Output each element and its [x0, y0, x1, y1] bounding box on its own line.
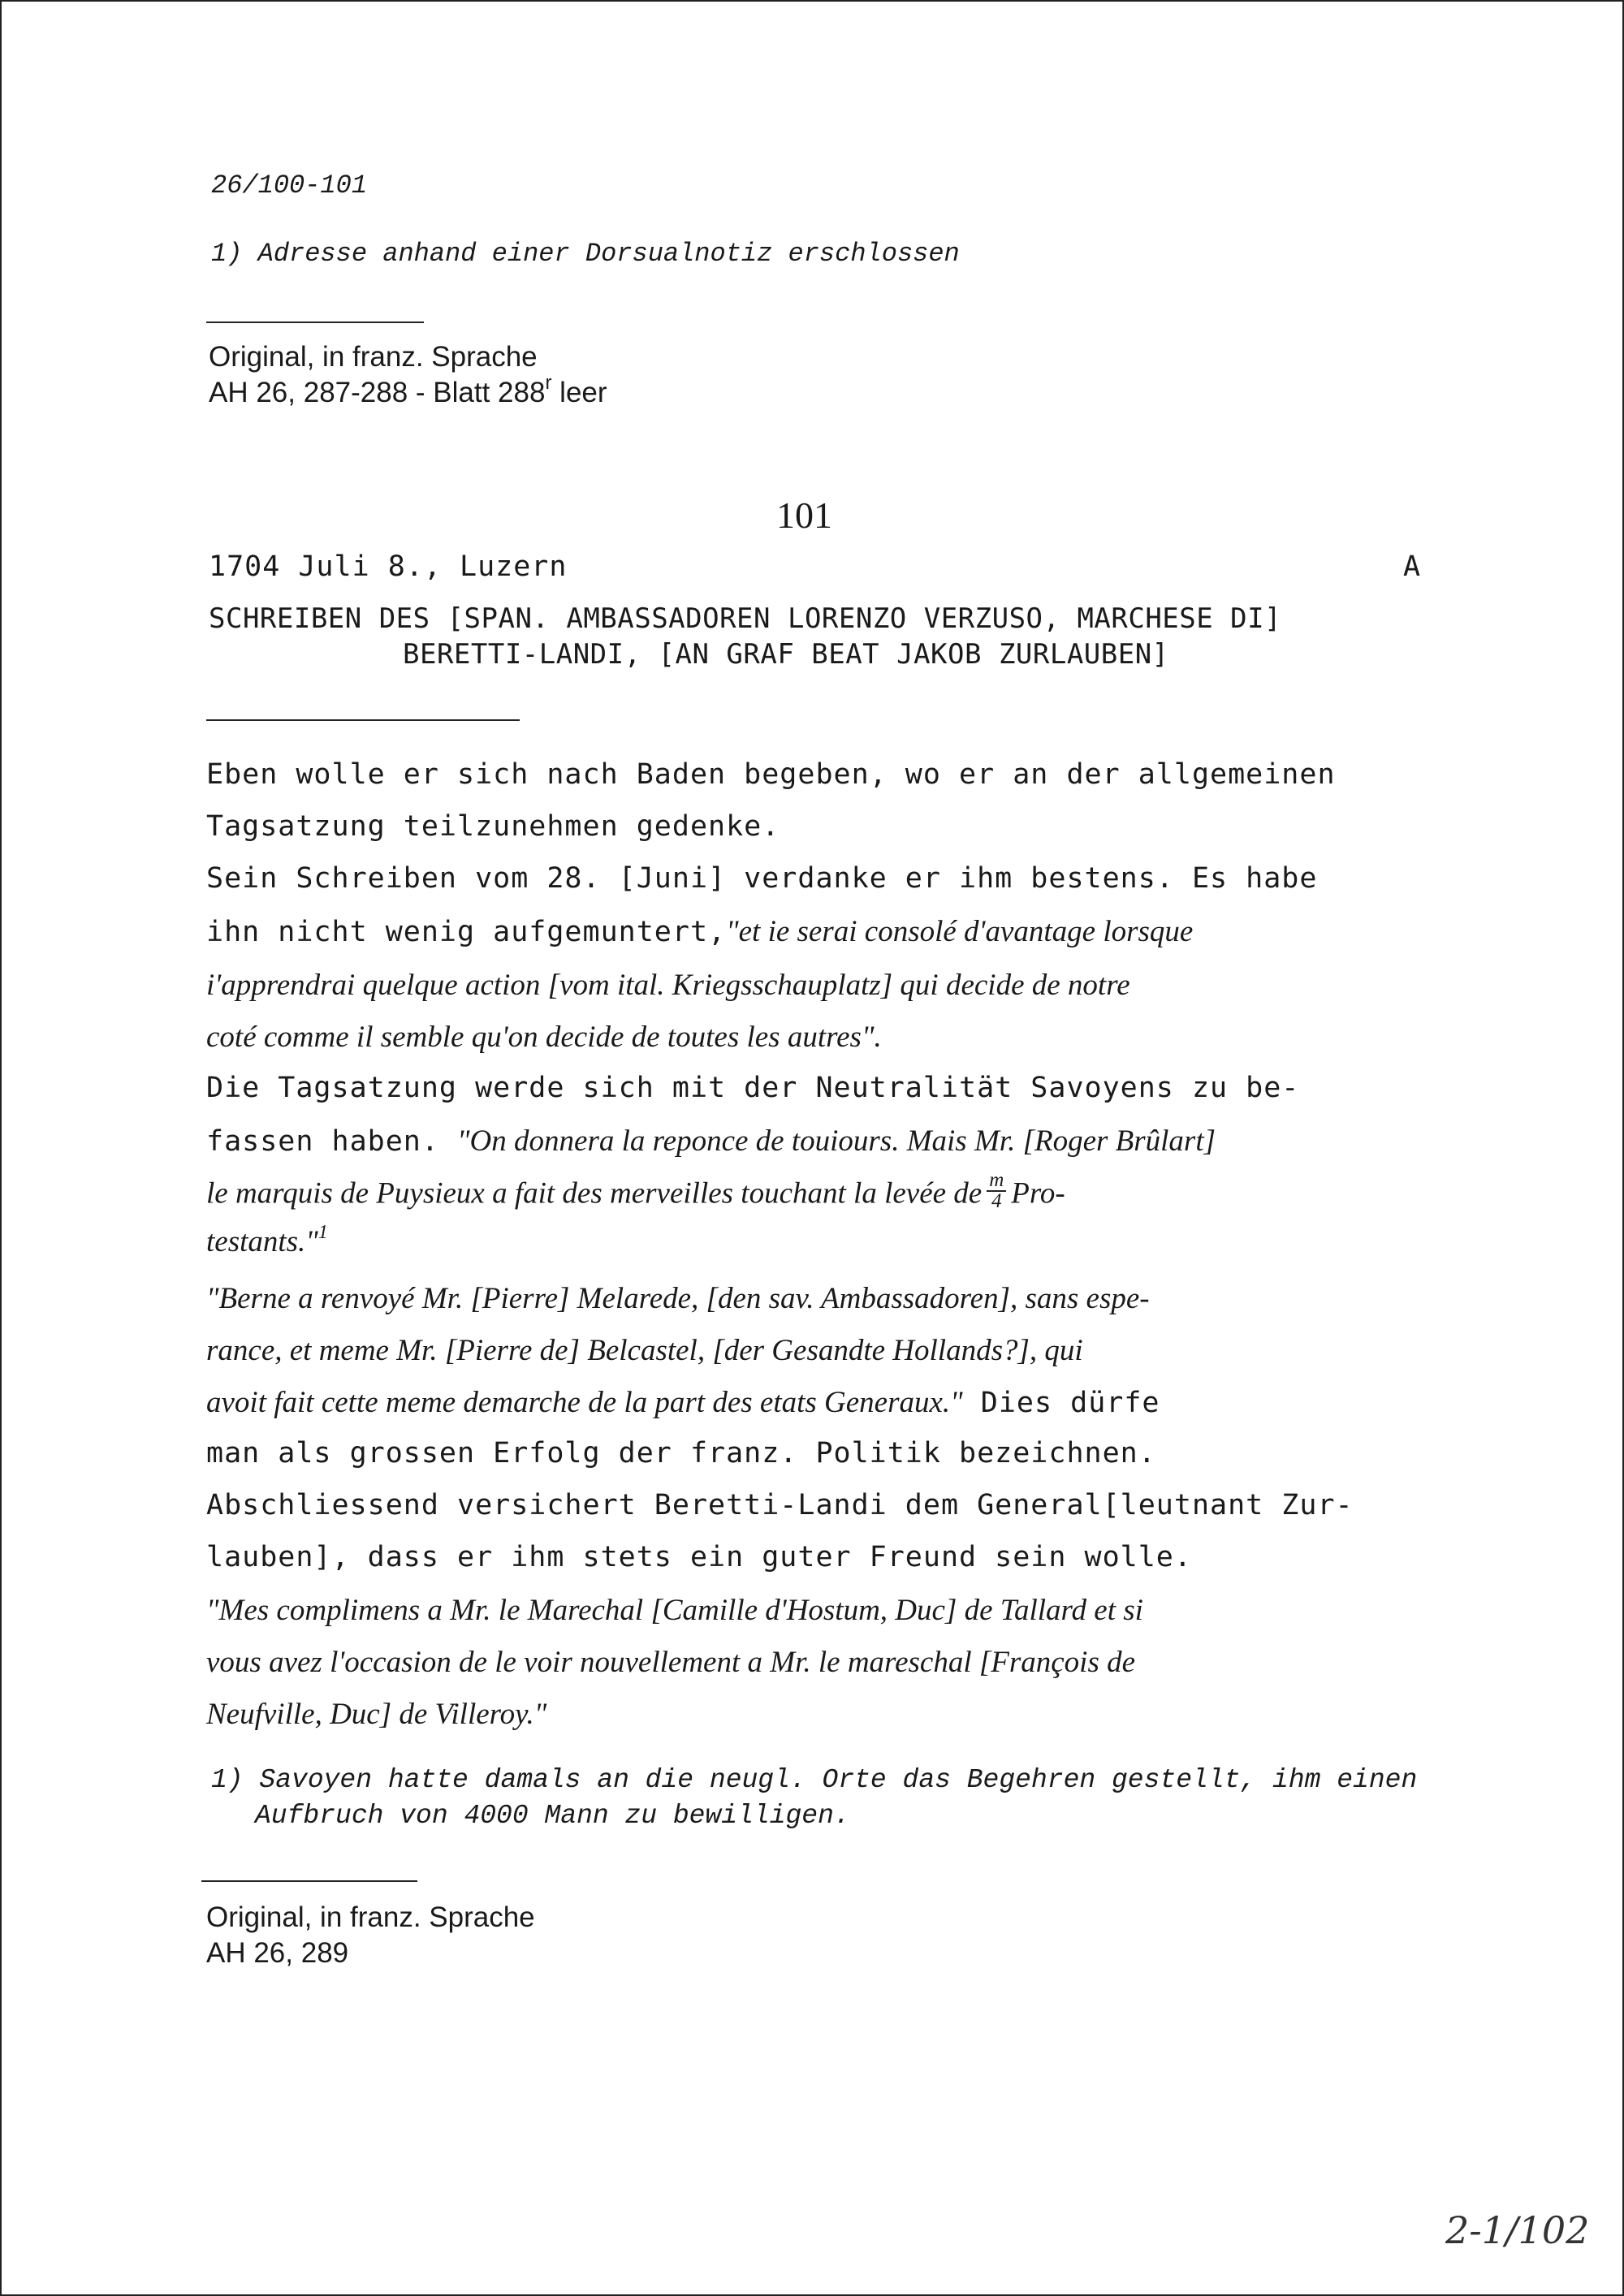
body-line: man als grossen Erfolg der franz. Politik bezeichnen. [206, 1437, 1156, 1470]
prev-entry-ref: 26/100-101 [211, 170, 368, 201]
entry-number: 101 [776, 494, 832, 536]
body-line: Sein Schreiben vom 28. [Juni] verdanke er ihm bestens. Es habe [206, 862, 1318, 895]
prev-entry-rule [206, 322, 424, 323]
body-line-quote: rance, et meme Mr. [Pierre de] Belcastel, [der Gesandte Hollands?], qui [206, 1334, 1083, 1367]
body-line-quote: coté comme il semble qu'on decide de toutes les autres". [206, 1021, 882, 1054]
body-line: Die Tagsatzung werde sich mit der Neutralität Savoyens zu be- [206, 1072, 1300, 1104]
fraction: $\frac{m}{4}$ [987, 1171, 1006, 1211]
footnote-line1: 1) Savoyen hatte damals an die neugl. Orte das Begehren gestellt, ihm einen [211, 1765, 1418, 1795]
entry-marker: A [1403, 550, 1422, 583]
body-line-quote: Neufville, Duc] de Villeroy." [206, 1698, 547, 1731]
source-rule [201, 1880, 417, 1882]
body-line: Eben wolle er sich nach Baden begeben, wo er an der allgemeinen [206, 758, 1336, 791]
page-mark: 2-1/102 [1445, 2208, 1590, 2252]
body-line: Tagsatzung teilzunehmen gedenke. [206, 810, 780, 843]
prev-entry-footnote: 1) Adresse anhand einer Dorsualnotiz erschlossen [211, 239, 960, 269]
entry-date-place: 1704 Juli 8., Luzern [209, 550, 568, 583]
body-line: ihn nicht wenig aufgemuntert,"et ie serai consolé d'avantage lorsque [206, 915, 1194, 948]
entry-heading-line2: BERETTI-LANDI, [AN GRAF BEAT JAKOB ZURLAUBEN] [403, 638, 1169, 671]
entry-heading-line1: SCHREIBEN DES [SPAN. AMBASSADOREN LORENZO VERZUSO, MARCHESE DI] [209, 602, 1282, 635]
footnote-line2: Aufbruch von 4000 Mann zu bewilligen. [255, 1801, 850, 1831]
source-line1: Original, in franz. Sprache [206, 1901, 535, 1933]
body-line: Abschliessend versichert Beretti-Landi dem General[leutnant Zur- [206, 1489, 1354, 1521]
heading-rule [206, 719, 520, 721]
body-line-quote: "Mes complimens a Mr. le Marechal [Camille d'Hostum, Duc] de Tallard et si [206, 1594, 1143, 1627]
body-line-quote: testants."$^1$ [206, 1222, 328, 1258]
body-line: avoit fait cette meme demarche de la part des etats Generaux." Dies dürfe [206, 1386, 1160, 1419]
body-line-quote: "Berne a renvoyé Mr. [Pierre] Melarede, [den sav. Ambassadoren], sans espe- [206, 1282, 1150, 1315]
prev-entry-source-line1: Original, in franz. Sprache [209, 341, 538, 373]
body-line-quote: i'apprendrai quelque action [vom ital. Kriegsschauplatz] qui decide de notre [206, 969, 1130, 1002]
body-line-quote: vous avez l'occasion de le voir nouvellement a Mr. le mareschal [François de [206, 1646, 1136, 1679]
body-line: fassen haben. "On donnera la reponce de touiours. Mais Mr. [Roger Brûlart] [206, 1124, 1216, 1158]
body-line-quote: le marquis de Puysieux a fait des merveilles touchant la levée de $\frac{m}{4}$ Pro- [206, 1169, 1065, 1212]
body-line: lauben], dass er ihm stets ein guter Freund sein wolle. [206, 1541, 1192, 1573]
prev-entry-source-line2: AH 26, 287-288 - Blatt 288$^r$ leer [209, 372, 607, 408]
source-line2: AH 26, 289 [206, 1937, 349, 1969]
